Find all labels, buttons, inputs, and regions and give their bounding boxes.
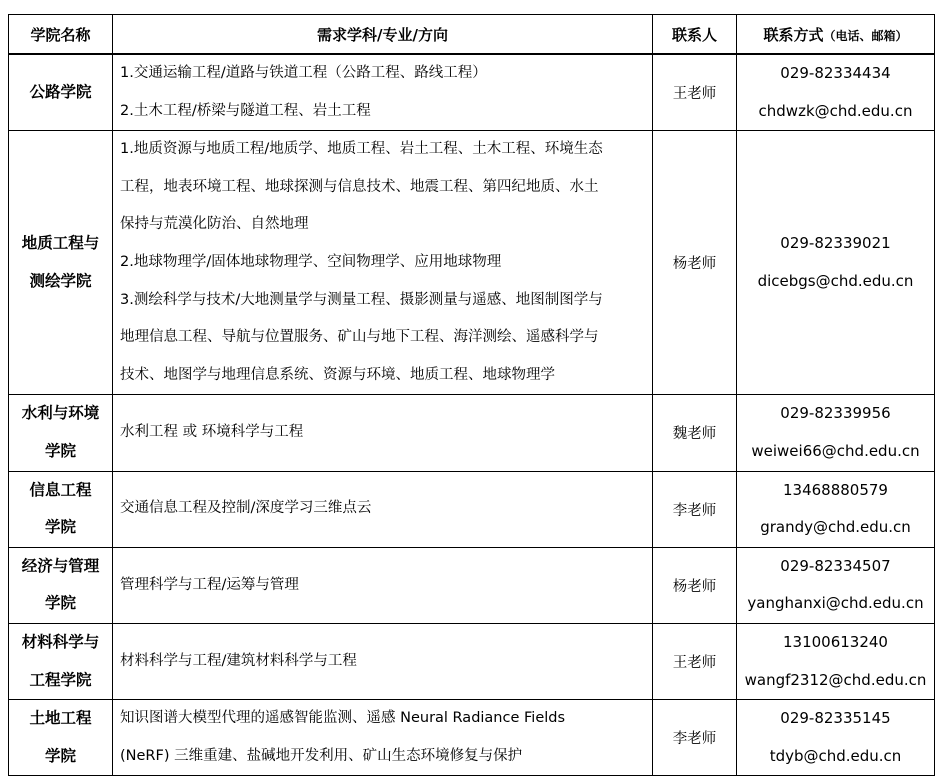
college-name-line: 测绘学院 [29,271,92,290]
subject-line: 知识图谱大模型代理的遥感智能监测、遥感 Neural Radiance Fields [120,710,566,727]
subject-line: (NeRF) 三维重建、盐碱地开发利用、矿山生态环境修复与保护 [120,747,523,764]
college-cell [9,131,113,395]
subject-cell [113,700,653,776]
phone-number: 029-82339956 [780,404,891,423]
subject-line: 2.地球物理学/固体地球物理学、空间物理学、应用地球物理 [120,253,502,270]
contact-info-cell [737,395,935,471]
header-person: 联系人 [653,15,737,55]
contact-person-cell: 王老师 [653,54,737,131]
college-cell [9,547,113,623]
contact-person-cell: 王老师 [653,623,737,699]
college-name-line: 学院 [44,746,76,765]
email-address[interactable]: weiwei66@chd.edu.cn [751,441,920,460]
header-contact-label: 联系方式 [763,25,824,44]
email-address[interactable]: chdwzk@chd.edu.cn [758,101,913,120]
subject-line: 工程，地表环境工程、地球探测与信息技术、地震工程、第四纪地质、水土 [120,178,599,195]
email-address[interactable]: dicebgs@chd.edu.cn [757,271,914,290]
college-name-line: 工程学院 [29,670,92,689]
contact-info-cell [737,547,935,623]
subject-line: 地理信息工程、导航与位置服务、矿山与地下工程、海洋测绘、遥感科学与 [120,329,599,346]
email-address[interactable]: tdyb@chd.edu.cn [769,746,902,765]
table-row [9,54,935,131]
phone-number: 029-82339021 [780,234,891,253]
college-name-line: 材料科学与 [21,632,100,651]
phone-number: 029-82335145 [780,709,891,728]
phone-number: 13468880579 [783,480,888,499]
subject-line: 技术、地图学与地理信息系统、资源与环境、地质工程、地球物理学 [120,366,555,383]
table-row [9,623,935,699]
table-row [9,131,935,395]
recruitment-table-container [8,14,934,776]
subject-line: 1.地质资源与地质工程/地质学、地质工程、岩土工程、土木工程、环境生态 [120,141,603,158]
college-name-line: 学院 [44,441,76,460]
contact-info-cell [737,700,935,776]
header-contact [737,15,935,55]
college-name-line: 公路学院 [29,82,92,101]
subject-line: 保持与荒漠化防治、自然地理 [120,216,309,233]
subject-line: 3.测绘科学与技术/大地测量学与测量工程、摄影测量与遥感、地图制图学与 [120,291,603,308]
contact-info-cell [737,471,935,547]
contact-person-cell: 杨老师 [653,131,737,395]
subject-cell [113,623,653,699]
table-row [9,547,935,623]
contact-person-cell: 杨老师 [653,547,737,623]
college-cell [9,471,113,547]
subject-line: 交通信息工程及控制/深度学习三维点云 [120,500,372,517]
email-address[interactable]: wangf2312@chd.edu.cn [744,670,927,689]
college-name-line: 地质工程与 [21,234,100,253]
table-header-row [9,15,935,55]
college-cell [9,395,113,471]
college-name-line: 学院 [44,518,76,537]
header-contact-note: （电话、邮箱） [823,28,908,43]
header-college: 学院名称 [9,15,113,55]
email-address[interactable]: yanghanxi@chd.edu.cn [747,594,924,613]
college-name-line: 土地工程 [29,709,92,728]
contact-person-cell: 李老师 [653,700,737,776]
subject-cell [113,54,653,131]
email-address[interactable]: grandy@chd.edu.cn [760,518,911,537]
subject-line: 材料科学与工程/建筑材料科学与工程 [120,652,357,669]
subject-cell [113,131,653,395]
subject-line: 管理科学与工程/运筹与管理 [120,576,299,593]
header-subject: 需求学科/专业/方向 [113,15,653,55]
contact-info-cell [737,623,935,699]
contact-info-cell [737,131,935,395]
college-name-line: 信息工程 [29,480,92,499]
college-name-line: 经济与管理 [21,556,100,575]
contact-info-cell [737,54,935,131]
subject-cell [113,471,653,547]
table-row [9,700,935,776]
contact-person-cell: 魏老师 [653,395,737,471]
subject-cell [113,395,653,471]
college-cell [9,623,113,699]
phone-number: 029-82334434 [780,64,891,82]
subject-line: 2.土木工程/桥梁与隧道工程、岩土工程 [120,102,371,119]
college-name-line: 水利与环境 [21,404,100,423]
phone-number: 13100613240 [783,632,888,651]
table-row [9,395,935,471]
recruitment-table [8,14,935,776]
table-row [9,471,935,547]
college-name-line: 学院 [44,594,76,613]
subject-cell [113,547,653,623]
contact-person-cell: 李老师 [653,471,737,547]
phone-number: 029-82334507 [780,556,891,575]
college-cell [9,54,113,131]
college-cell [9,700,113,776]
subject-line: 1.交通运输工程/道路与铁道工程（公路工程、路线工程） [120,65,487,81]
subject-line: 水利工程 或 环境科学与工程 [120,424,304,441]
